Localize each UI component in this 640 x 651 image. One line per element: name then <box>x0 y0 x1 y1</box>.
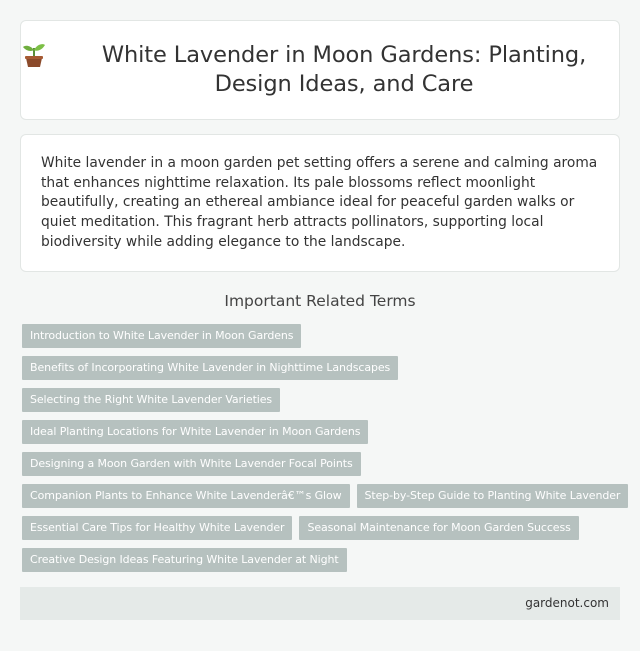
related-term-tag[interactable]: Seasonal Maintenance for Moon Garden Success <box>299 516 578 540</box>
footer <box>20 587 620 620</box>
related-term-tag[interactable]: Step-by-Step Guide to Planting White Lavender <box>357 484 629 508</box>
related-term-tag[interactable]: Companion Plants to Enhance White Lavenderâ€™s Glow <box>22 484 350 508</box>
tag-row <box>22 516 622 540</box>
title-wrap <box>21 41 619 99</box>
footer-site-link[interactable]: gardenot.com <box>525 596 609 610</box>
related-term-tag[interactable]: Introduction to White Lavender in Moon Gardens <box>22 324 301 348</box>
description-card <box>20 134 620 272</box>
related-terms-list <box>22 324 622 580</box>
related-term-tag[interactable]: Selecting the Right White Lavender Varieties <box>22 388 280 412</box>
related-terms-heading: Important Related Terms <box>224 292 416 310</box>
description-text: White lavender in a moon garden pet setting offers a serene and calming aroma that enhances nighttime relaxation. Its pale blossoms reflect moonlight beautifully, creating an ethereal ambiance ideal for peaceful garden walks or quiet meditation. This fragrant herb attracts pollinators, supporting local biodiversity while adding elegance to the landscape. <box>41 155 598 250</box>
related-term-tag[interactable]: Essential Care Tips for Healthy White Lavender <box>22 516 292 540</box>
tag-row <box>22 388 622 412</box>
tag-row <box>22 548 622 572</box>
tag-row <box>22 484 622 508</box>
related-term-tag[interactable]: Ideal Planting Locations for White Lavender in Moon Gardens <box>22 420 368 444</box>
title-card <box>20 20 620 120</box>
tag-row <box>22 356 622 380</box>
sprout-icon <box>21 41 47 69</box>
related-term-tag[interactable]: Designing a Moon Garden with White Lavender Focal Points <box>22 452 361 476</box>
tag-row <box>22 420 622 444</box>
related-term-tag[interactable]: Creative Design Ideas Featuring White Lavender at Night <box>22 548 347 572</box>
tag-row <box>22 324 622 348</box>
tag-row <box>22 452 622 476</box>
page-title: White Lavender in Moon Gardens: Planting, Design Ideas, and Care <box>101 42 587 97</box>
related-term-tag[interactable]: Benefits of Incorporating White Lavender in Nighttime Landscapes <box>22 356 398 380</box>
